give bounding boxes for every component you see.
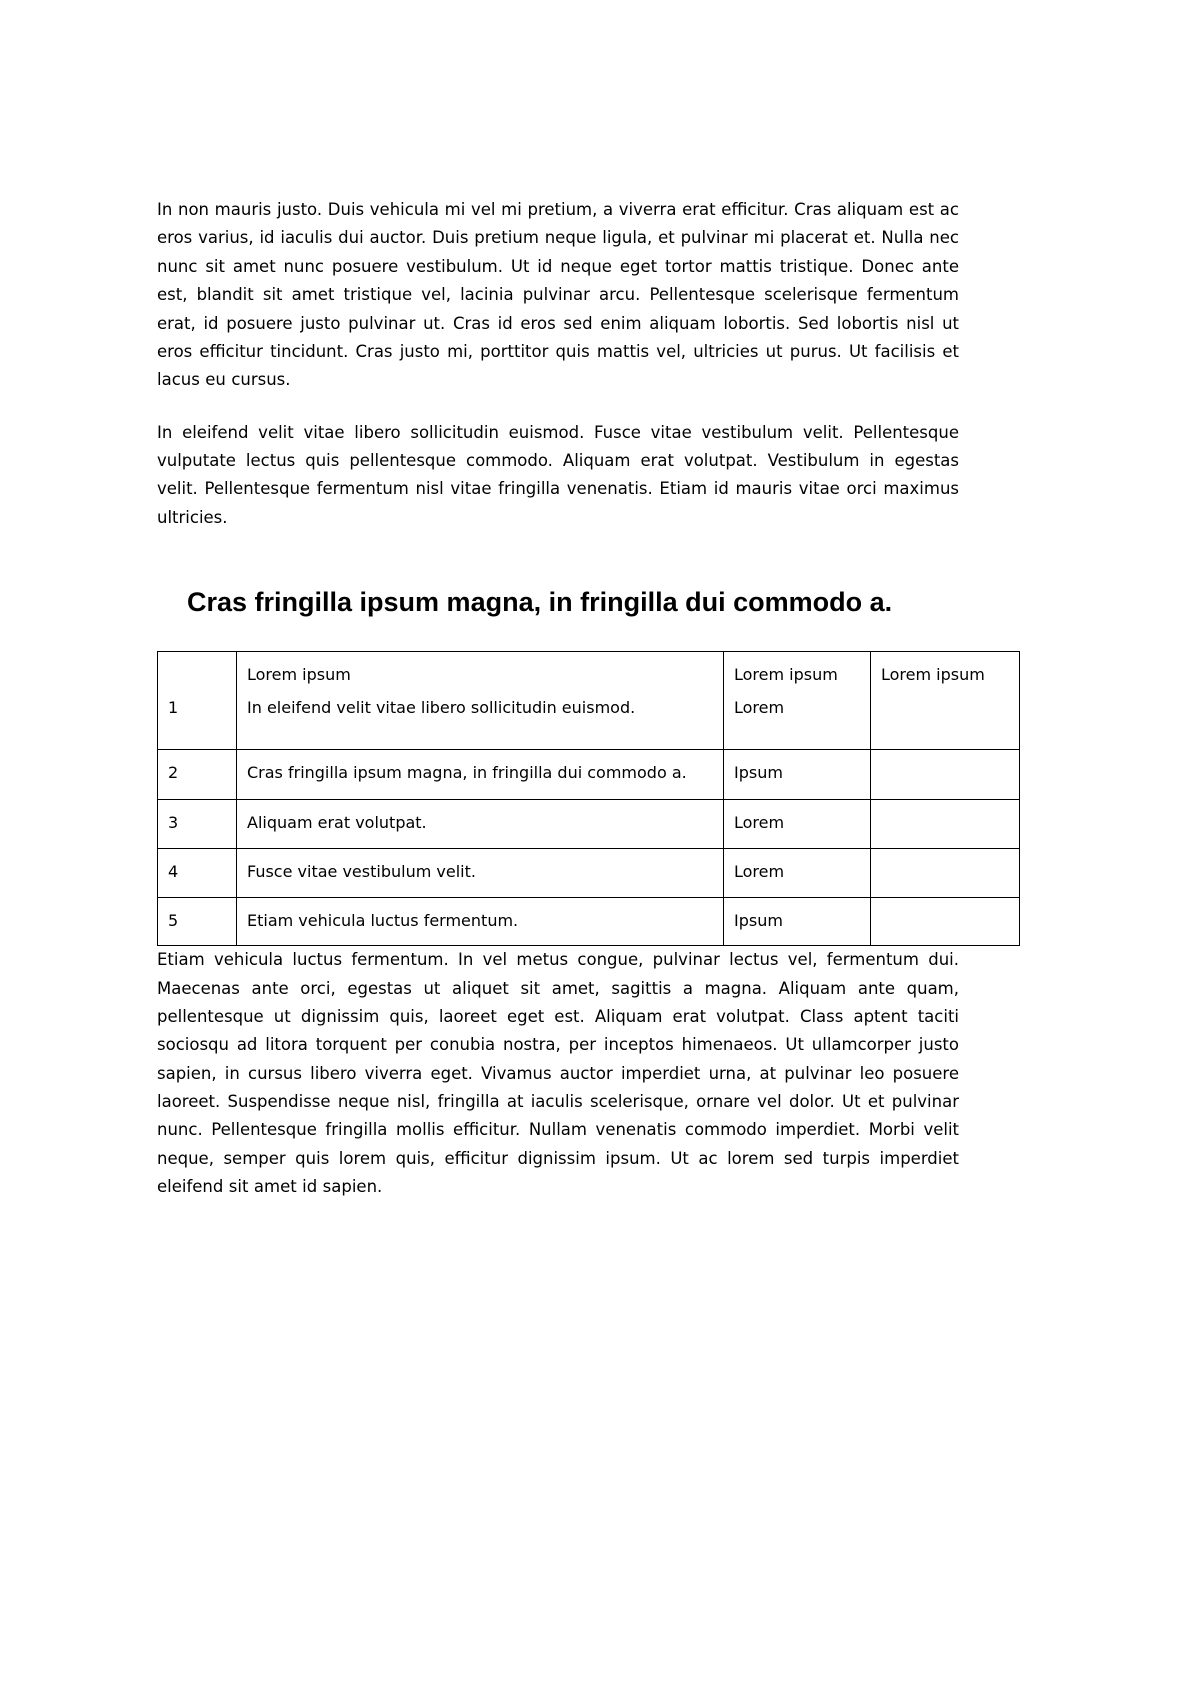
paragraph-2: In eleifend velit vitae libero sollicitudin euismod. Fusce vitae vestibulum velit. Pellentesque vulputate lectus quis pellentesque commodo. Aliquam erat volutpat. Vestibulum in egestas velit. Pellentesque fermentum nisl vitae fringilla venenatis. Etiam id mauris vitae orci maximus ultricies. <box>157 422 959 527</box>
table-row <box>158 897 1020 946</box>
table-cell-description: Aliquam erat volutpat. <box>237 800 724 849</box>
table-row <box>158 800 1020 849</box>
table-cell-index: 2 <box>158 749 237 800</box>
table-cell-type: Lorem <box>724 689 871 749</box>
table-row <box>158 689 1020 749</box>
table-cell-type: Ipsum <box>724 749 871 800</box>
table-cell-type: Lorem <box>724 848 871 897</box>
paragraph-3: Etiam vehicula luctus fermentum. In vel metus congue, pulvinar lectus vel, fermentum dui. Maecenas ante orci, egestas ut aliquet sit amet, sagittis a magna. Aliquam ante quam, pellentesque ut dignissim quis, laoreet eget est. Aliquam erat volutpat. Class aptent taciti sociosqu ad litora torquent per conubia nostra, per inceptos himenaeos. Ut ullamcorper justo sapien, in cursus libero viverra eget. Vivamus auctor imperdiet urna, at pulvinar leo posuere laoreet. Suspendisse neque nisl, fringilla at iaculis scelerisque, ornare vel dolor. Ut et pulvinar nunc. Pellentesque fringilla mollis efficitur. Nullam venenatis commodo imperdiet. Morbi velit neque, semper quis lorem quis, efficitur dignissim ipsum. Ut ac lorem sed turpis imperdiet eleifend sit amet id sapien. <box>157 950 959 1197</box>
table-cell-description: Fusce vitae vestibulum velit. <box>237 848 724 897</box>
table-row <box>158 749 1020 800</box>
table-row <box>158 848 1020 897</box>
table-cell-index: 1 <box>158 689 237 749</box>
table-header-cell-extra: Lorem ipsum <box>871 651 1020 689</box>
table-cell-index: 3 <box>158 800 237 849</box>
table-cell-extra <box>871 749 1020 800</box>
document-body <box>157 196 985 1226</box>
table-cell-type: Lorem <box>724 800 871 849</box>
table-cell-type: Ipsum <box>724 897 871 946</box>
table-cell-extra <box>871 897 1020 946</box>
table-cell-description: Etiam vehicula luctus fermentum. <box>237 897 724 946</box>
table-header-cell-type: Lorem ipsum <box>724 651 871 689</box>
paragraph-1: In non mauris justo. Duis vehicula mi vel mi pretium, a viverra erat efficitur. Cras aliquam est ac eros varius, id iaculis dui auctor. Duis pretium neque ligula, et pulvinar mi placerat et. Nulla nec nunc sit amet nunc posuere vestibulum. Ut id neque eget tortor mattis tristique. Donec ante est, blandit sit amet tristique vel, lacinia pulvinar arcu. Pellentesque scelerisque fermentum erat, id posuere justo pulvinar ut. Cras id eros sed enim aliquam lobortis. Sed lobortis nisl ut eros efficitur tincidunt. Cras justo mi, porttitor quis mattis vel, ultricies ut purus. Ut facilisis et lacus eu cursus. <box>157 200 959 390</box>
table-cell-description: Cras fringilla ipsum magna, in fringilla dui commodo a. <box>237 749 724 800</box>
table-cell-index: 4 <box>158 848 237 897</box>
table-cell-extra <box>871 800 1020 849</box>
table-cell-extra <box>871 848 1020 897</box>
table-header-cell-index <box>158 651 237 689</box>
table-cell-description: In eleifend velit vitae libero sollicitudin euismod. <box>237 689 724 749</box>
table-cell-index: 5 <box>158 897 237 946</box>
section-heading: Cras fringilla ipsum magna, in fringilla dui commodo a. <box>187 587 893 618</box>
table-cell-extra <box>871 689 1020 749</box>
table-header-cell-description: Lorem ipsum <box>237 651 724 689</box>
table-header-row <box>158 651 1020 689</box>
data-table <box>157 651 1020 947</box>
